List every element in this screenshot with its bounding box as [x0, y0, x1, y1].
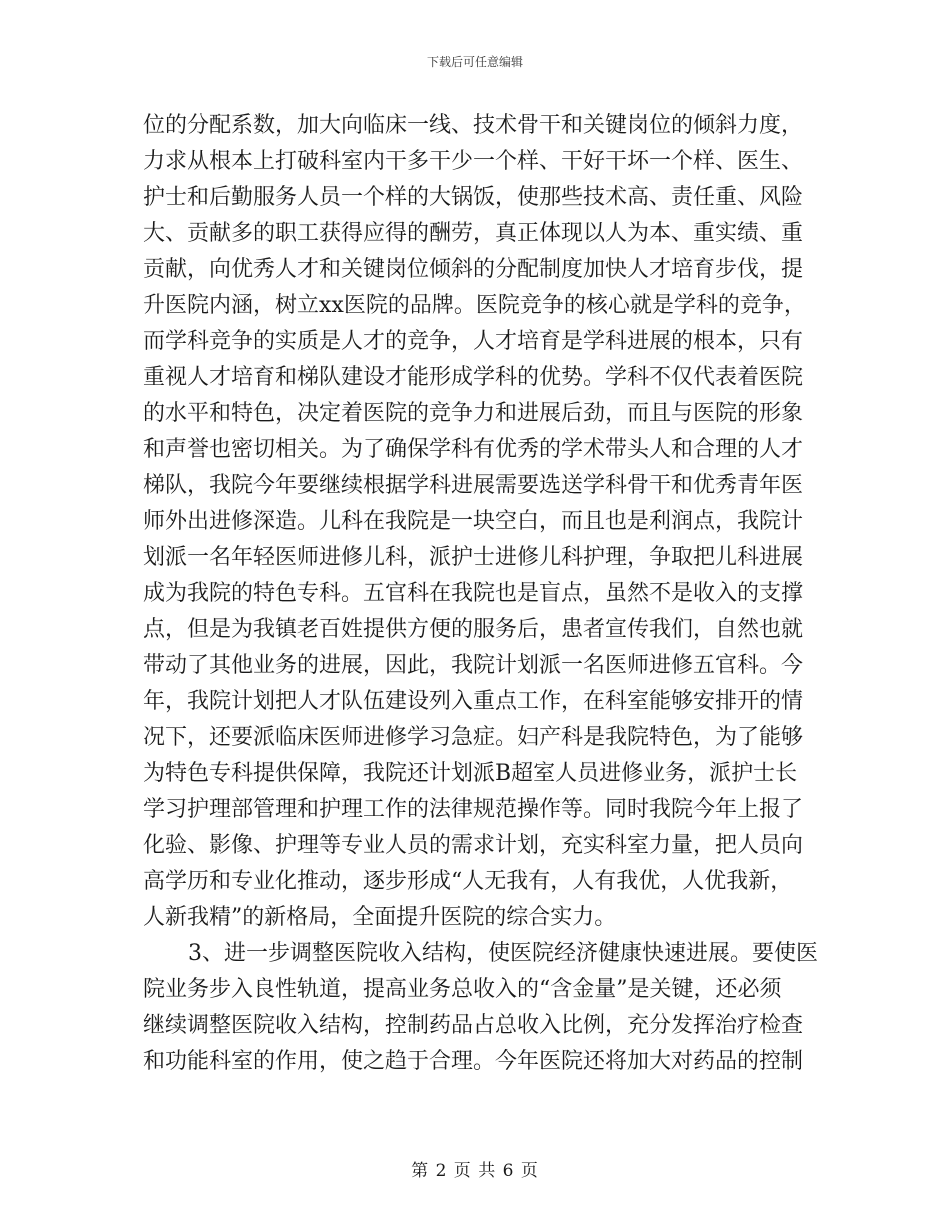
text-line: 点，但是为我镇老百姓提供方便的服务后，患者宣传我们，自然也就	[143, 617, 804, 642]
text-line: 为特色专科提供保障，我院还计划派B超室人员进修业务，派护士长	[143, 761, 798, 786]
text-line: 院业务步入良性轨道，提高业务总收入的“含金量”是关键，还必须	[143, 977, 782, 1002]
text-line: 成为我院的特色专科。五官科在我院也是盲点，虽然不是收入的支撑	[143, 581, 804, 606]
text-line: 力求从根本上打破科室内干多干少一个样、干好干坏一个样、医生、	[143, 149, 804, 174]
page-header: 下载后可任意编辑	[426, 55, 523, 69]
text-line: 升医院内涵，树立xx医院的品牌。医院竞争的核心就是学科的竞争，	[143, 293, 806, 318]
text-line: 带动了其他业务的进展，因此，我院计划派一名医师进修五官科。今	[143, 653, 804, 678]
page-number: 第 2 页 共 6 页	[411, 1161, 539, 1181]
text-line: 而学科竞争的实质是人才的竞争，人才培育是学科进展的根本，只有	[143, 329, 804, 354]
text-line: 继续调整医院收入结构，控制药品占总收入比例，充分发挥治疗检查	[143, 1013, 804, 1038]
text-line: 重视人才培育和梯队建设才能形成学科的优势。学科不仅代表着医院	[143, 365, 804, 390]
text-line: 化验、影像、护理等专业人员的需求计划，充实科室力量，把人员向	[143, 833, 804, 858]
text-line: 的水平和特色，决定着医院的竞争力和进展后劲，而且与医院的形象	[143, 401, 804, 426]
text-line: 况下，还要派临床医师进修学习急症。妇产科是我院特色，为了能够	[143, 725, 804, 750]
text-line: 贡献，向优秀人才和关键岗位倾斜的分配制度加快人才培育步伐，提	[143, 257, 804, 282]
text-line: 护士和后勤服务人员一个样的大锅饭，使那些技术高、责任重、风险	[143, 185, 804, 210]
text-line: 划派一名年轻医师进修儿科，派护士进修儿科护理，争取把儿科进展	[143, 545, 804, 570]
text-line: 梯队，我院今年要继续根据学科进展需要选送学科骨干和优秀青年医	[143, 473, 804, 498]
text-line: 和声誉也密切相关。为了确保学科有优秀的学术带头人和合理的人才	[143, 437, 804, 462]
text-line: 年，我院计划把人才队伍建设列入重点工作，在科室能够安排开的情	[143, 689, 804, 714]
text-line: 师外出进修深造。儿科在我院是一块空白，而且也是利润点，我院计	[143, 509, 804, 534]
text-line: 人新我精”的新格局，全面提升医院的综合实力。	[143, 905, 617, 930]
text-line: 学习护理部管理和护理工作的法律规范操作等。同时我院今年上报了	[143, 797, 804, 822]
text-line: 高学历和专业化推动，逐步形成“人无我有，人有我优，人优我新，	[143, 869, 793, 894]
text-line: 位的分配系数，加大向临床一线、技术骨干和关键岗位的倾斜力度，	[143, 113, 804, 138]
text-line: 和功能科室的作用，使之趋于合理。今年医院还将加大对药品的控制	[143, 1049, 804, 1074]
text-line: 大、贡献多的职工获得应得的酬劳，真正体现以人为本、重实绩、重	[143, 221, 804, 246]
text-line-paragraph-start: 3、进一步调整医院收入结构，使医院经济健康快速进展。要使医	[188, 941, 818, 966]
